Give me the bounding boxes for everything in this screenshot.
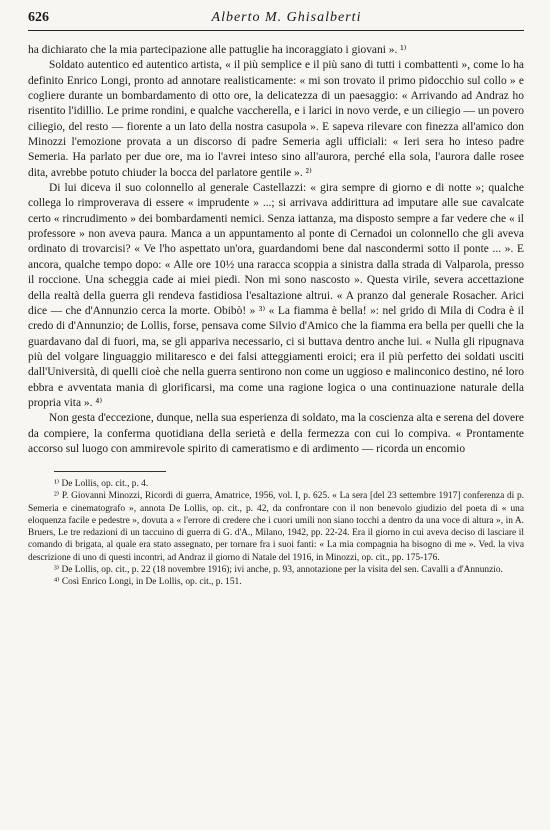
footnote: ¹⁾ De Lollis, op. cit., p. 4. bbox=[54, 479, 149, 490]
paragraph: Non gesta d'eccezione, dunque, nella sua esperienza di soldato, ma la coscienza alta e serena del dovere da compiere, la conferma quotidiana della serietà e della fermezza con cui lo compiva. « Prontamente accorso sul luogo con ammirevole spirito di cameratismo e di ardimento — ricorda un encomio bbox=[28, 412, 524, 455]
page-header bbox=[28, 10, 524, 31]
footnote-divider bbox=[54, 471, 166, 472]
page-number: 626 bbox=[28, 10, 49, 25]
paragraph: ha dichiarato che la mia partecipazione alle pattuglie ha incoraggiato i giovani ». ¹⁾ bbox=[28, 44, 407, 56]
paragraph: Di lui diceva il suo colonnello al generale Castellazzi: « gira sempre di giorno e di notte »; qualche collega lo rimproverava di essere « imprudente » ...; si arrivava addirittura ad imputare alle sue cavalcate certo « rincrudimento » dei bombardamenti nemici. Senza iattanza, ma disposto sempre a far vedere che « il professore » non aveva paura. Manca a un appuntamento al ponte di Cernadoi un colonnello che gli aveva ordinato di trovarcisi? « Ve l'ho aspettato un'ora, guardandomi bene dal nascondermi sotto il ponte ... ». E ancora, qualche tempo dopo: « Alle ore 10½ una raracca scoppia a sinistra dalla strada di Valparola, presso il roccione. Una scheggia cade ai miei piedi. Non mi sono nascosto ». Questa virile, severa accettazione della realtà della guerra gli rendeva fastidiosa l'esaltazione altrui. « A pranzo dal generale Rosacher. Arici dice — che d'Annunzio cerca la morte. Obibò! » ³⁾ « La fiamma è bella! »: nel grido di Mila di Codra è il credo di d'Annunzio; de Lollis, forse, pensava come Silvio d'Amico che la fiamma era bella per quelli che la guardavano dal di fuori, ma, se gli appariva necessario, ci si buttava dentro anche lui. « Nulla gli ripugnava più del volgare linguaggio militaresco e dei falsi atteggiamenti eroici; era il più perfetto dei soldati usciti dall'Università, di quelli cioè che nella guerra sentirono non come un uggioso e malinconico destino, né loro ebbra e avventata mania di glorificarsi, ma come una ragione logica o una continuazione naturale della propria vita ». ⁴⁾ bbox=[28, 182, 524, 409]
footnote: ²⁾ P. Giovanni Minozzi, Ricordi di guerra, Amatrice, 1956, vol. I, p. 625. « La sera [del 23 settembre 1917] conferenza di p. Semeria e cinematografo », annota De Lollis, op. cit., p. 42, da confrontare con il non benevolo giudizio del poeta di « una eloquenza facile e pedestre », dovuta a « l'errore di credere che i cuori umili non siano tocchi a dentro da una voce di altura », in A. Bruers, Le tre redazioni di un taccuino di guerra di G. d'A., Milano, 1942, pp. 22-24. Era il giorno in cui aveva deciso di lasciare il comando di brigata, al quale era stato assegnato, per tornare fra i suoi fanti: « La mia compagnia ha bisogno di me ». Ved. la viva descrizione di uno di questi incontri, ad Andraz il giorno di Natale del 1916, in Minozzi, op. cit., pp. 175-176. bbox=[28, 491, 524, 563]
paragraph: Soldato autentico ed autentico artista, « il più semplice e il più sano di tutti i combattenti », come lo ha definito Enrico Longi, pronto ad annotare realisticamente: « mi son trovato il primo pidocchio sul collo » e cogliere durante un bombardamento di otto ore, la delicatezza di un paesaggio: « Arrivando ad Andraz ho risentito l'idillio. Le prime rondini, e qualche vaccherella, e i larici in novo verde, e un ciliegio — un povero ciliegio, del resto — fiorente a un lato della nostra casupola ». E sapeva rilevare con finezza all'amico don Minozzi l'emozione provata a un discorso di padre Semeria agli ufficiali: « Ieri sera ho inteso padre Semeria. Ha parlato per due ore, ma io l'avrei inteso sino all'aurora, perché ella sola, l'aurora dalle rosee dita, avrebbe potuto chiuder la bocca del parlatore gentile ». ²⁾ bbox=[28, 59, 524, 179]
running-head: Alberto M. Ghisalberti bbox=[211, 10, 362, 25]
footnote: ⁴⁾ Così Enrico Longi, in De Lollis, op. cit., p. 151. bbox=[54, 576, 242, 587]
footnote: ³⁾ De Lollis, op. cit., p. 22 (18 novembre 1916); ivi anche, p. 93, annotazione per la visita del sen. Cavalli a d'Annunzio. bbox=[54, 564, 503, 575]
footnotes bbox=[28, 478, 524, 588]
main-text bbox=[28, 43, 524, 457]
